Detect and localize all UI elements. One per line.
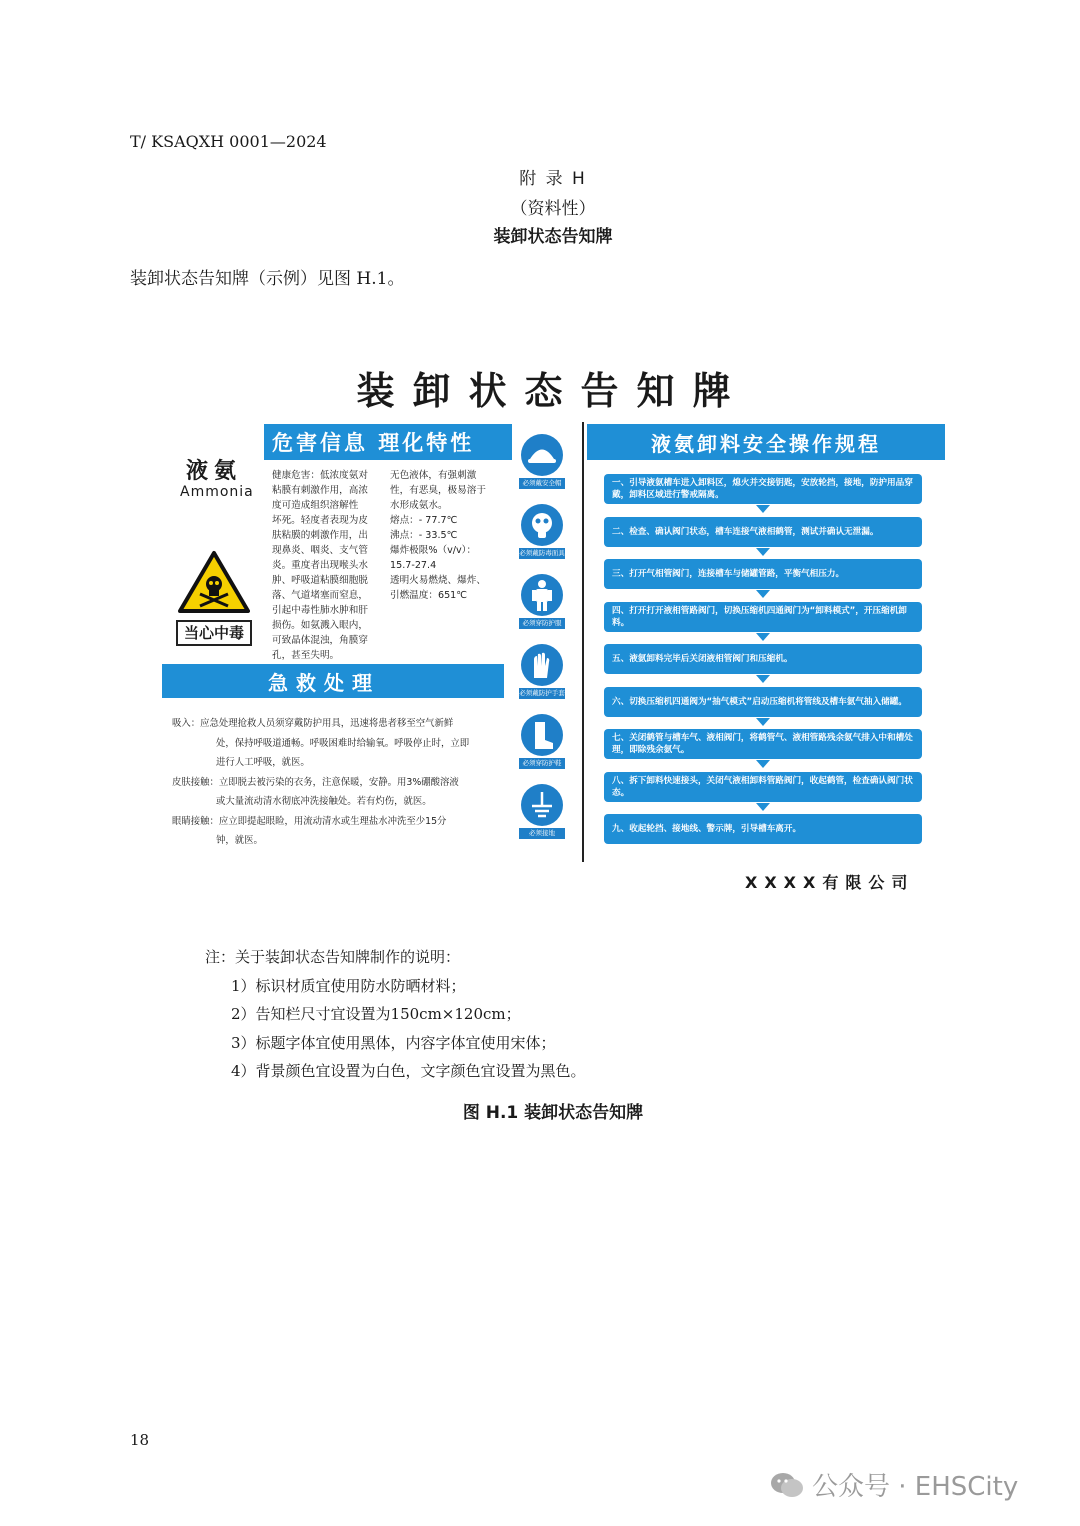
standard-code: T/ KSAQXH 0001—2024 [130, 132, 327, 151]
down-arrow-icon [756, 718, 770, 726]
toxic-warning-icon [178, 550, 250, 614]
hazard-line: 度可造成组织溶解性 [272, 500, 359, 511]
note-item: 4）背景颜色宜设置为白色，文字颜色宜设置为黑色。 [231, 1062, 586, 1080]
warning-label: 当心中毒 [176, 620, 252, 646]
procedure-step: 一、引导液氨槽车进入卸料区，熄火并交接钥匙，安放轮挡，接地，防护用品穿戴，卸料区域进行警戒隔离。 [604, 474, 922, 504]
hazard-line: 损伤。如氨溅入眼内， [272, 620, 368, 631]
hazard-line: 肤粘膜的刺激作用，出 [272, 530, 368, 541]
first-aid-line: 处，保持呼吸道通畅。呼吸困难时给输氧。呼吸停止时，立即 [216, 737, 470, 749]
intro-paragraph: 装卸状态告知牌（示例）见图 H.1。 [130, 269, 405, 289]
note-item: 2）告知栏尺寸宜设置为150cm×120cm； [231, 1005, 521, 1023]
hazard-line: 炎。重度者出现喉头水 [272, 560, 368, 571]
first-aid-line: 或大量流动清水彻底冲洗接触处。若有灼伤，就医。 [216, 796, 432, 807]
divider [582, 422, 584, 862]
ppe-label: 必须戴防护手套 [519, 689, 565, 697]
procedure-step: 九、收起轮挡、接地线、警示牌，引导槽车离开。 [604, 814, 922, 844]
page-number: 18 [130, 1431, 150, 1449]
ppe-sign [514, 644, 570, 699]
notes [205, 943, 586, 1086]
property-line: 引燃温度：651℃ [390, 590, 468, 601]
figure-caption: 图 H.1 装卸状态告知牌 [462, 1103, 644, 1123]
notes-title: 注：关于装卸状态告知牌制作的说明： [205, 948, 461, 966]
procedure-step: 七、关闭鹤管与槽车气、液相阀门，将鹤管气、液相管路残余氨气排入中和槽处理，即除残余氨气。 [604, 729, 922, 759]
protective-suit-icon [521, 574, 563, 616]
ppe-label: 必须穿防护服 [519, 618, 565, 629]
procedure-step: 五、液氨卸料完毕后关闭液相管阀门和压缩机。 [604, 644, 922, 674]
down-arrow-icon [756, 505, 770, 513]
procedure-step: 二、检查、确认阀门状态，槽车连接气液相鹤管，测试并确认无泄漏。 [604, 517, 922, 547]
hazard-info-bar: 危害信息 理化特性 [264, 424, 512, 460]
sign-title: 装卸状态告知牌 [356, 369, 749, 413]
ppe-sign [514, 504, 570, 559]
property-line: 水形成氨水。 [390, 500, 448, 511]
company-name: XXXX有限公司 [745, 873, 915, 892]
note-item: 1）标识材质宜使用防水防晒材料； [231, 976, 466, 995]
gas-mask-icon [521, 504, 563, 546]
first-aid-line: 进行人工呼吸，就医。 [216, 757, 310, 768]
watermark-text: 公众号 · EHSCity [812, 1472, 1019, 1502]
down-arrow-icon [756, 803, 770, 811]
procedure-step: 六、切换压缩机四通阀为“抽气模式”启动压缩机将管线及槽车氨气抽入储罐。 [604, 687, 922, 717]
hazard-line: 粘膜有刺激作用，高浓 [272, 485, 368, 496]
appendix-heading: 装卸状态告知牌 [493, 227, 613, 247]
ppe-label: 必须戴防毒面具 [519, 549, 565, 557]
ppe-sign [514, 784, 570, 839]
ppe-sign [514, 714, 570, 769]
hazard-line: 坏死。轻度者表现为皮 [272, 515, 368, 526]
first-aid-line: 吸入：应急处理抢救人员须穿戴防护用具，迅速将患者移至空气新鲜 [172, 718, 454, 729]
appendix-nature: （资料性） [510, 199, 596, 219]
first-aid-line: 眼睛接触：应立即提起眼睑，用流动清水或生理盐水冲洗至少15分 [172, 815, 447, 827]
ppe-label: 必须接地 [519, 828, 565, 839]
notice-board [162, 422, 945, 862]
substance-panel [162, 422, 262, 662]
ppe-sign [514, 434, 570, 489]
appendix-title: 附 录 H [519, 169, 587, 189]
property-line: 性，有恶臭，极易溶于 [390, 485, 486, 496]
hazard-line: 落、气道堵塞而窒息， [272, 590, 368, 601]
procedure-step: 三、打开气相管阀门，连接槽车与储罐管路，平衡气相压力。 [604, 559, 922, 589]
ground-icon [521, 784, 563, 826]
substance-name-cn: 液氨 [186, 459, 243, 484]
property-line: 透明火易燃烧、爆炸、 [390, 575, 486, 586]
watermark [770, 1466, 1018, 1503]
hazard-line: 孔，甚至失明。 [272, 650, 340, 661]
first-aid-line: 皮肤接触：立即脱去被污染的衣务，注意保暖，安静。用3%硼酸溶液 [172, 776, 459, 788]
hazard-line: 健康危害：低浓度氨对 [272, 470, 368, 481]
ppe-sign [514, 574, 570, 629]
first-aid-bar: 急救处理 [162, 664, 504, 698]
property-line: 沸点：- 33.5℃ [390, 530, 458, 541]
first-aid-line: 钟，就医。 [216, 835, 263, 846]
hazard-line: 现鼻炎、咽炎、支气管 [272, 545, 368, 556]
property-line: 爆炸极限%（v/v）： [390, 545, 477, 556]
ppe-label: 必须戴安全帽 [519, 478, 565, 489]
health-hazard-text [272, 468, 384, 663]
hazard-line: 肿、呼吸道粘膜细胞脱 [272, 575, 368, 586]
physical-properties-text [390, 468, 502, 603]
property-line: 15.7-27.4 [390, 560, 437, 571]
property-line: 无色液体，有强刺激 [390, 470, 477, 481]
first-aid-text [172, 714, 502, 851]
substance-name-en: Ammonia [180, 484, 254, 500]
wechat-icon [770, 1471, 804, 1499]
hazard-line: 可致晶体混浊，角膜穿 [272, 635, 368, 646]
hazard-line: 引起中毒性肺水肿和肝 [272, 605, 368, 616]
gloves-icon [521, 644, 563, 686]
down-arrow-icon [756, 633, 770, 641]
down-arrow-icon [756, 760, 770, 768]
down-arrow-icon [756, 548, 770, 556]
boots-icon [521, 714, 563, 756]
note-item: 3）标题字体宜使用黑体，内容字体宜使用宋体； [231, 1033, 556, 1052]
down-arrow-icon [756, 675, 770, 683]
down-arrow-icon [756, 590, 770, 598]
ppe-label: 必须穿防护鞋 [519, 758, 565, 769]
procedure-step: 四、打开打开液相管路阀门，切换压缩机四通阀门为“卸料模式”，开压缩机卸料。 [604, 602, 922, 632]
property-line: 熔点：- 77.7℃ [390, 515, 458, 526]
procedure-bar: 液氨卸料安全操作规程 [587, 424, 945, 460]
procedure-step: 八、拆下卸料快速接头，关闭气液相卸料管路阀门，收起鹤管，检查确认阀门状态。 [604, 772, 922, 802]
helmet-icon [521, 434, 563, 476]
